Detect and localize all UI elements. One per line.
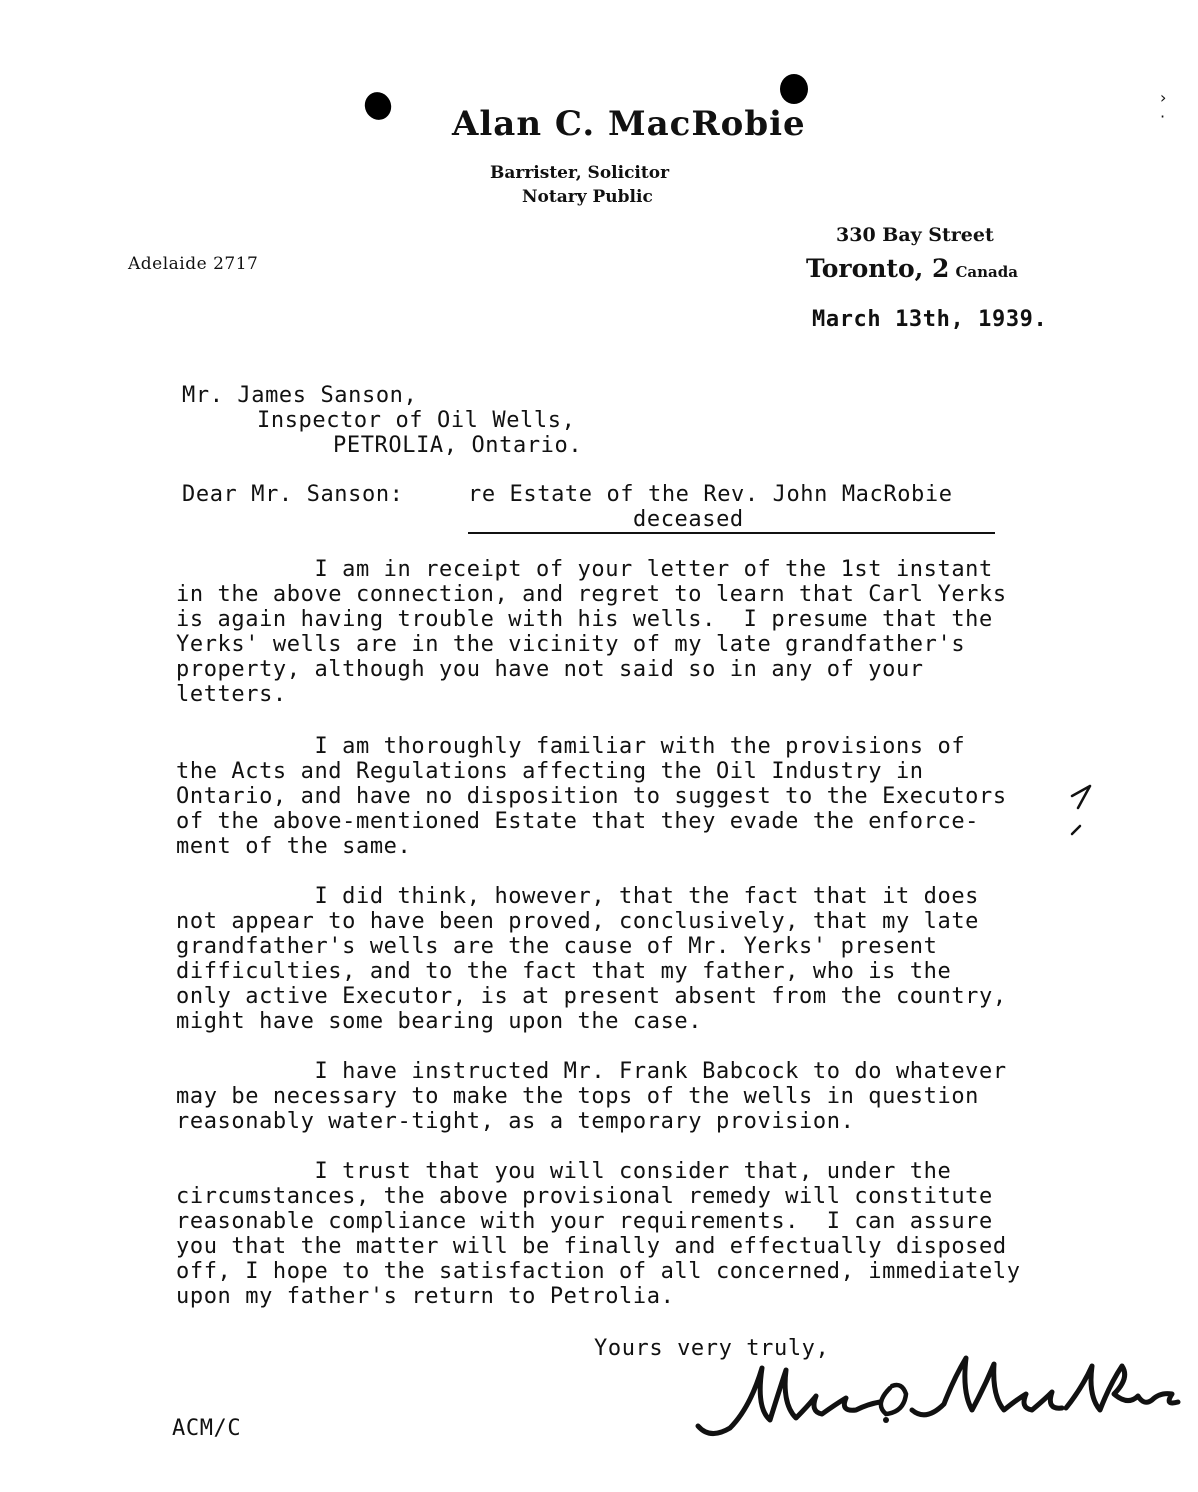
recipient-line-3: PETROLIA, Ontario. [333, 433, 583, 458]
letter-date: March 13th, 1939. [812, 307, 1048, 332]
margin-pen-mark [1068, 780, 1098, 840]
closing: Yours very truly, [594, 1336, 830, 1361]
subject-line-2: deceased [633, 507, 744, 532]
body-paragraph-4: I have instructed Mr. Frank Babcock to do whatever may be necessary to make the tops of the wells in question reasonably water-tight, as a temporary provision. [176, 1059, 1007, 1134]
body-paragraph-2: I am thoroughly familiar with the provisions of the Acts and Regulations affecting the Oil Industry in Ontario, and have no disposition to suggest to the Executors of the above-mentioned Estate that they evade the enforce- ment of the same. [176, 734, 1007, 859]
body-paragraph-5: I trust that you will consider that, under the circumstances, the above provisional remedy will constitute reasonable compliance with your requirements. I can assure you that the matter will be finally and effectually disposed off, I hope to the satisfaction of all concerned, immediately upon my father's return to Petrolia. [176, 1159, 1021, 1309]
letterhead-title: Barrister, Solicitor [490, 163, 670, 183]
letterhead-country: Canada [955, 263, 1018, 281]
edge-mark: › · [1160, 88, 1167, 126]
letterhead-street: 330 Bay Street [836, 224, 994, 246]
subject-underline [468, 532, 995, 534]
body-paragraph-1: I am in receipt of your letter of the 1st instant in the above connection, and regret to learn that Carl Yerks is again having trouble with his wells. I presume that the Yerks' wells are in the vicinity of my late grandfather's property, although you have not said so in any of your letters. [176, 557, 1007, 707]
ink-blot-right [780, 74, 808, 104]
subject-line-1: re Estate of the Rev. John MacRobie [468, 482, 953, 507]
body-paragraph-3: I did think, however, that the fact that it does not appear to have been proved, conclusively, that my late grandfather's wells are the cause of Mr. Yerks' present difficulties, and to the fact that my father, who is the only active Executor, is at present absent from the country, might have some bearing upon the case. [176, 884, 1007, 1034]
letterhead-notary: Notary Public [522, 187, 653, 207]
letterhead-city: Toronto, 2 [806, 254, 950, 283]
recipient-line-2: Inspector of Oil Wells, [257, 408, 576, 433]
letterhead-name: Alan C. MacRobie [452, 104, 806, 144]
salutation: Dear Mr. Sanson: [182, 482, 404, 507]
typist-initials: ACM/C [172, 1416, 242, 1441]
ink-blot-left [360, 88, 395, 124]
recipient-line-1: Mr. James Sanson, [182, 383, 418, 408]
letterhead-phone: Adelaide 2717 [128, 254, 259, 274]
letterhead-city-line [806, 254, 1018, 283]
handwritten-signature [690, 1348, 1190, 1448]
